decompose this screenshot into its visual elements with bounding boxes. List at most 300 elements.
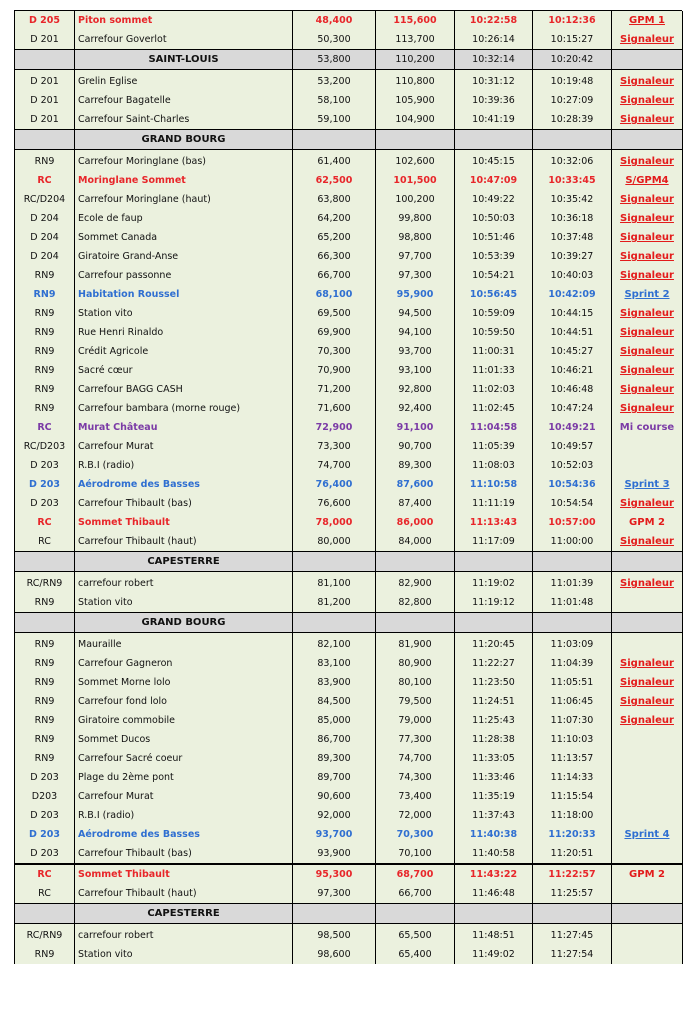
road-code: RN9 [15, 304, 75, 323]
km-from-start: 58,100 [293, 91, 376, 110]
location-name: Grelin Eglise [75, 72, 293, 91]
section-km-start [293, 904, 376, 924]
km-from-start: 65,200 [293, 228, 376, 247]
km-from-start: 89,300 [293, 749, 376, 768]
km-from-start: 80,000 [293, 532, 376, 552]
section-row [15, 904, 683, 924]
road-code: D203 [15, 787, 75, 806]
passage-time-slow: 11:19:12 [455, 593, 533, 613]
action-cell [612, 209, 683, 228]
location-name: Ecole de faup [75, 209, 293, 228]
passage-time-fast: 11:01:39 [533, 574, 612, 593]
location-name: Sommet Ducos [75, 730, 293, 749]
action-label: Signaleur [620, 365, 674, 376]
table-row [15, 654, 683, 673]
table-row [15, 323, 683, 342]
action-cell [612, 380, 683, 399]
section-time-slow [455, 904, 533, 924]
action-label: Signaleur [620, 696, 674, 707]
passage-time-fast: 11:01:48 [533, 593, 612, 613]
action-cell [612, 884, 683, 904]
section-action-empty [612, 904, 683, 924]
action-cell [612, 864, 683, 884]
table-row [15, 532, 683, 552]
action-label: Signaleur [620, 536, 674, 547]
road-code: RN9 [15, 593, 75, 613]
action-label: Signaleur [620, 251, 674, 262]
table-row [15, 494, 683, 513]
road-code: D 203 [15, 825, 75, 844]
passage-time-fast: 11:27:54 [533, 945, 612, 964]
action-cell [612, 361, 683, 380]
section-action-empty [612, 50, 683, 70]
passage-time-slow: 11:11:19 [455, 494, 533, 513]
km-from-start: 98,500 [293, 926, 376, 945]
road-code: RN9 [15, 361, 75, 380]
km-remaining: 65,500 [376, 926, 455, 945]
passage-time-fast: 10:42:09 [533, 285, 612, 304]
action-cell [612, 418, 683, 437]
passage-time-slow: 10:54:21 [455, 266, 533, 285]
action-cell [612, 730, 683, 749]
passage-time-fast: 11:20:33 [533, 825, 612, 844]
passage-time-slow: 11:02:03 [455, 380, 533, 399]
section-row [15, 130, 683, 150]
passage-time-slow: 11:33:46 [455, 768, 533, 787]
km-from-start: 50,300 [293, 30, 376, 50]
table-row [15, 945, 683, 964]
km-from-start: 71,600 [293, 399, 376, 418]
road-code: D 201 [15, 30, 75, 50]
passage-time-slow: 11:40:58 [455, 844, 533, 864]
action-cell [612, 635, 683, 654]
road-code: RN9 [15, 635, 75, 654]
location-name: Giratoire Grand-Anse [75, 247, 293, 266]
road-code: D 201 [15, 91, 75, 110]
action-label: S/GPM4 [625, 175, 669, 186]
section-action-empty [612, 552, 683, 572]
passage-time-fast: 10:49:57 [533, 437, 612, 456]
action-cell [612, 399, 683, 418]
table-row [15, 304, 683, 323]
table-row [15, 209, 683, 228]
action-label: Signaleur [620, 715, 674, 726]
passage-time-slow: 11:08:03 [455, 456, 533, 475]
action-label: Sprint 3 [624, 479, 670, 490]
passage-time-fast: 11:14:33 [533, 768, 612, 787]
location-name: Rue Henri Rinaldo [75, 323, 293, 342]
km-remaining: 101,500 [376, 171, 455, 190]
km-remaining: 97,300 [376, 266, 455, 285]
action-cell [612, 532, 683, 552]
location-name: Carrefour BAGG CASH [75, 380, 293, 399]
location-name: Station vito [75, 593, 293, 613]
location-name: carrefour robert [75, 574, 293, 593]
location-name: Carrefour Sacré coeur [75, 749, 293, 768]
km-remaining: 87,400 [376, 494, 455, 513]
road-code: RN9 [15, 285, 75, 304]
action-label: Signaleur [620, 34, 674, 45]
km-from-start: 76,600 [293, 494, 376, 513]
section-time-fast [533, 904, 612, 924]
passage-time-fast: 10:40:03 [533, 266, 612, 285]
road-code: RC [15, 513, 75, 532]
km-remaining: 93,700 [376, 342, 455, 361]
table-row [15, 593, 683, 613]
table-row [15, 91, 683, 110]
road-code: D 201 [15, 72, 75, 91]
passage-time-fast: 11:00:00 [533, 532, 612, 552]
table-row [15, 768, 683, 787]
action-cell [612, 228, 683, 247]
location-name: Crédit Agricole [75, 342, 293, 361]
action-cell [612, 285, 683, 304]
table-row [15, 574, 683, 593]
road-code: D 205 [15, 11, 75, 30]
km-remaining: 86,000 [376, 513, 455, 532]
section-km-start [293, 130, 376, 150]
km-from-start: 53,200 [293, 72, 376, 91]
passage-time-slow: 10:50:03 [455, 209, 533, 228]
km-from-start: 92,000 [293, 806, 376, 825]
section-empty-cell [15, 904, 75, 924]
action-label: Signaleur [620, 156, 674, 167]
action-cell [612, 926, 683, 945]
passage-time-slow: 11:22:27 [455, 654, 533, 673]
action-cell [612, 190, 683, 209]
passage-time-slow: 10:31:12 [455, 72, 533, 91]
passage-time-slow: 10:26:14 [455, 30, 533, 50]
passage-time-slow: 11:17:09 [455, 532, 533, 552]
road-code: D 203 [15, 806, 75, 825]
passage-time-slow: 10:49:22 [455, 190, 533, 209]
passage-time-fast: 11:18:00 [533, 806, 612, 825]
passage-time-fast: 10:12:36 [533, 11, 612, 30]
action-cell [612, 110, 683, 130]
passage-time-slow: 11:49:02 [455, 945, 533, 964]
passage-time-slow: 10:41:19 [455, 110, 533, 130]
passage-time-slow: 10:59:50 [455, 323, 533, 342]
passage-time-fast: 11:27:45 [533, 926, 612, 945]
road-code: RN9 [15, 380, 75, 399]
km-remaining: 93,100 [376, 361, 455, 380]
road-code: RC [15, 171, 75, 190]
action-cell [612, 475, 683, 494]
passage-time-slow: 11:43:22 [455, 864, 533, 884]
road-code: RN9 [15, 654, 75, 673]
section-time-slow: 10:32:14 [455, 50, 533, 70]
location-name: Carrefour Goverlot [75, 30, 293, 50]
action-cell [612, 844, 683, 864]
passage-time-slow: 11:04:58 [455, 418, 533, 437]
location-name: Giratoire commobile [75, 711, 293, 730]
location-name: Station vito [75, 304, 293, 323]
action-label: Signaleur [620, 578, 674, 589]
km-from-start: 62,500 [293, 171, 376, 190]
km-remaining: 98,800 [376, 228, 455, 247]
passage-time-fast: 10:36:18 [533, 209, 612, 228]
passage-time-fast: 10:45:27 [533, 342, 612, 361]
location-name: Station vito [75, 945, 293, 964]
table-row [15, 361, 683, 380]
location-name: Carrefour Thibault (bas) [75, 494, 293, 513]
passage-time-slow: 11:02:45 [455, 399, 533, 418]
location-name: Carrefour Murat [75, 787, 293, 806]
action-cell [612, 654, 683, 673]
section-time-slow [455, 552, 533, 572]
km-remaining: 92,800 [376, 380, 455, 399]
km-remaining: 115,600 [376, 11, 455, 30]
km-remaining: 94,100 [376, 323, 455, 342]
action-label: Signaleur [620, 346, 674, 357]
action-label: Signaleur [620, 403, 674, 414]
table-row [15, 171, 683, 190]
table-row [15, 190, 683, 209]
location-name: carrefour robert [75, 926, 293, 945]
passage-time-slow: 10:47:09 [455, 171, 533, 190]
table-row [15, 418, 683, 437]
km-remaining: 104,900 [376, 110, 455, 130]
table-row [15, 110, 683, 130]
location-name: Piton sommet [75, 11, 293, 30]
km-remaining: 72,000 [376, 806, 455, 825]
action-cell [612, 11, 683, 30]
passage-time-slow: 11:35:19 [455, 787, 533, 806]
passage-time-slow: 11:19:02 [455, 574, 533, 593]
passage-time-fast: 10:33:45 [533, 171, 612, 190]
passage-time-slow: 11:33:05 [455, 749, 533, 768]
action-cell [612, 673, 683, 692]
passage-time-fast: 11:25:57 [533, 884, 612, 904]
road-code: D 201 [15, 110, 75, 130]
passage-time-fast: 11:06:45 [533, 692, 612, 711]
km-remaining: 99,800 [376, 209, 455, 228]
passage-time-fast: 11:07:30 [533, 711, 612, 730]
table-row [15, 730, 683, 749]
passage-time-fast: 11:10:03 [533, 730, 612, 749]
location-name: Sommet Thibault [75, 513, 293, 532]
passage-time-slow: 11:48:51 [455, 926, 533, 945]
section-row [15, 613, 683, 633]
road-code: RN9 [15, 945, 75, 964]
table-row [15, 825, 683, 844]
passage-time-slow: 11:13:43 [455, 513, 533, 532]
passage-time-slow: 11:40:38 [455, 825, 533, 844]
km-from-start: 63,800 [293, 190, 376, 209]
action-cell [612, 513, 683, 532]
itinerary-table-body [15, 11, 683, 964]
location-name: Sommet Thibault [75, 864, 293, 884]
road-code: D 203 [15, 768, 75, 787]
location-name: Carrefour Thibault (haut) [75, 532, 293, 552]
action-label: GPM 2 [629, 869, 665, 880]
table-row [15, 247, 683, 266]
km-remaining: 95,900 [376, 285, 455, 304]
km-remaining: 79,500 [376, 692, 455, 711]
action-label: GPM 1 [629, 15, 665, 26]
passage-time-slow: 10:45:15 [455, 152, 533, 171]
table-row [15, 152, 683, 171]
location-name: Habitation Roussel [75, 285, 293, 304]
action-cell [612, 574, 683, 593]
passage-time-fast: 11:15:54 [533, 787, 612, 806]
section-km-remaining: 110,200 [376, 50, 455, 70]
section-km-remaining [376, 904, 455, 924]
km-from-start: 84,500 [293, 692, 376, 711]
road-code: RC/D203 [15, 437, 75, 456]
km-remaining: 90,700 [376, 437, 455, 456]
location-name: Carrefour Moringlane (haut) [75, 190, 293, 209]
km-from-start: 73,300 [293, 437, 376, 456]
location-name: Sacré cœur [75, 361, 293, 380]
table-row [15, 380, 683, 399]
km-from-start: 70,300 [293, 342, 376, 361]
action-cell [612, 323, 683, 342]
action-label: Signaleur [620, 270, 674, 281]
passage-time-fast: 10:52:03 [533, 456, 612, 475]
action-label: Signaleur [620, 232, 674, 243]
section-km-remaining [376, 130, 455, 150]
table-row [15, 11, 683, 30]
section-time-slow [455, 613, 533, 633]
km-from-start: 78,000 [293, 513, 376, 532]
road-code: D 203 [15, 456, 75, 475]
section-time-fast: 10:20:42 [533, 50, 612, 70]
passage-time-fast: 11:22:57 [533, 864, 612, 884]
table-row [15, 749, 683, 768]
km-remaining: 82,800 [376, 593, 455, 613]
km-remaining: 92,400 [376, 399, 455, 418]
location-name: Mauraille [75, 635, 293, 654]
km-from-start: 70,900 [293, 361, 376, 380]
table-row [15, 926, 683, 945]
road-code: RC/D204 [15, 190, 75, 209]
action-cell [612, 266, 683, 285]
km-from-start: 64,200 [293, 209, 376, 228]
passage-time-slow: 11:46:48 [455, 884, 533, 904]
section-row [15, 552, 683, 572]
table-row [15, 635, 683, 654]
road-code: D 204 [15, 247, 75, 266]
km-from-start: 98,600 [293, 945, 376, 964]
section-empty-cell [15, 613, 75, 633]
km-remaining: 81,900 [376, 635, 455, 654]
location-name: Plage du 2ème pont [75, 768, 293, 787]
passage-time-slow: 11:00:31 [455, 342, 533, 361]
km-from-start: 76,400 [293, 475, 376, 494]
section-km-start [293, 552, 376, 572]
km-remaining: 74,700 [376, 749, 455, 768]
location-name: Carrefour Thibault (bas) [75, 844, 293, 864]
section-empty-cell [15, 50, 75, 70]
section-km-remaining [376, 552, 455, 572]
road-code: RC [15, 532, 75, 552]
passage-time-fast: 10:54:36 [533, 475, 612, 494]
road-code: RN9 [15, 692, 75, 711]
km-from-start: 93,700 [293, 825, 376, 844]
action-cell [612, 749, 683, 768]
km-from-start: 66,300 [293, 247, 376, 266]
location-name: Murat Château [75, 418, 293, 437]
passage-time-fast: 10:44:15 [533, 304, 612, 323]
table-row [15, 711, 683, 730]
road-code: RN9 [15, 152, 75, 171]
location-name: Carrefour Gagneron [75, 654, 293, 673]
action-cell [612, 91, 683, 110]
table-row [15, 884, 683, 904]
location-name: R.B.I (radio) [75, 806, 293, 825]
passage-time-fast: 10:39:27 [533, 247, 612, 266]
passage-time-slow: 11:20:45 [455, 635, 533, 654]
location-name: Carrefour Saint-Charles [75, 110, 293, 130]
table-row [15, 285, 683, 304]
passage-time-fast: 10:46:21 [533, 361, 612, 380]
km-from-start: 48,400 [293, 11, 376, 30]
location-name: Sommet Morne lolo [75, 673, 293, 692]
km-remaining: 74,300 [376, 768, 455, 787]
section-name: SAINT-LOUIS [75, 50, 293, 70]
km-remaining: 91,100 [376, 418, 455, 437]
location-name: Carrefour fond lolo [75, 692, 293, 711]
action-cell [612, 342, 683, 361]
passage-time-fast: 11:04:39 [533, 654, 612, 673]
passage-time-slow: 10:56:45 [455, 285, 533, 304]
table-row [15, 399, 683, 418]
road-code: RC [15, 418, 75, 437]
km-remaining: 70,300 [376, 825, 455, 844]
km-remaining: 94,500 [376, 304, 455, 323]
action-cell [612, 30, 683, 50]
road-code: RN9 [15, 399, 75, 418]
road-code: RC [15, 884, 75, 904]
km-remaining: 77,300 [376, 730, 455, 749]
action-cell [612, 171, 683, 190]
section-name: CAPESTERRE [75, 552, 293, 572]
km-from-start: 59,100 [293, 110, 376, 130]
passage-time-slow: 11:01:33 [455, 361, 533, 380]
road-code: RN9 [15, 342, 75, 361]
km-from-start: 81,200 [293, 593, 376, 613]
table-row [15, 806, 683, 825]
passage-time-fast: 10:44:51 [533, 323, 612, 342]
location-name: Carrefour Thibault (haut) [75, 884, 293, 904]
km-from-start: 69,900 [293, 323, 376, 342]
action-label: Signaleur [620, 194, 674, 205]
location-name: Aérodrome des Basses [75, 475, 293, 494]
location-name: Carrefour passonne [75, 266, 293, 285]
km-from-start: 68,100 [293, 285, 376, 304]
table-row [15, 475, 683, 494]
action-label: Signaleur [620, 658, 674, 669]
location-name: Aérodrome des Basses [75, 825, 293, 844]
table-row [15, 513, 683, 532]
itinerary-sheet [14, 11, 682, 964]
section-time-slow [455, 130, 533, 150]
km-remaining: 82,900 [376, 574, 455, 593]
section-time-fast [533, 552, 612, 572]
passage-time-fast: 11:03:09 [533, 635, 612, 654]
km-remaining: 84,000 [376, 532, 455, 552]
action-label: Sprint 2 [624, 289, 670, 300]
road-code: D 204 [15, 209, 75, 228]
km-remaining: 73,400 [376, 787, 455, 806]
passage-time-slow: 10:39:36 [455, 91, 533, 110]
section-km-remaining [376, 613, 455, 633]
action-cell [612, 72, 683, 91]
table-row [15, 844, 683, 864]
km-remaining: 100,200 [376, 190, 455, 209]
location-name: R.B.I (radio) [75, 456, 293, 475]
